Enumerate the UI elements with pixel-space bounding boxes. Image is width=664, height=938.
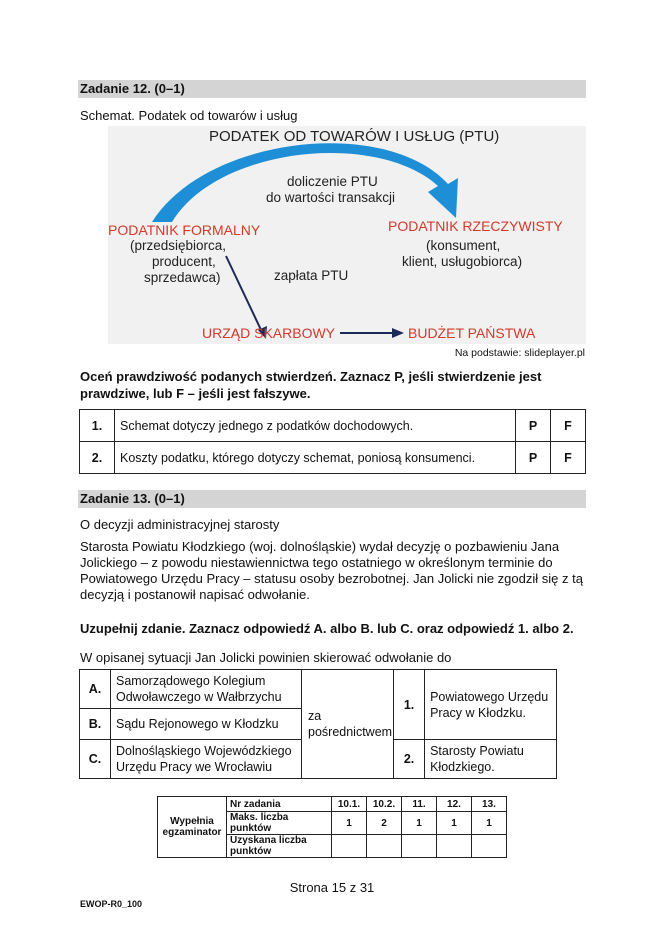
row-header: Nr zadania <box>227 797 332 812</box>
task-12-header: Zadanie 12. (0–1) <box>78 80 586 98</box>
document-code: EWOP-R0_100 <box>80 899 143 909</box>
option-label[interactable]: A. <box>80 670 111 709</box>
task-number: 10.2. <box>367 797 402 812</box>
obtained-points[interactable] <box>367 835 402 858</box>
payment-arrow <box>226 256 262 332</box>
option-line: Odwoławczego w Wałbrzychu <box>116 690 282 704</box>
task-13-intro: O decyzji administracyjnej starosty <box>80 517 280 532</box>
tax-office: URZĄD SKARBOWY <box>202 325 336 341</box>
option-line: Powiatowego Urzędu <box>430 689 549 704</box>
row-header: Uzyskana liczba punktów <box>227 835 332 858</box>
obtained-points[interactable] <box>402 835 437 858</box>
true-option[interactable]: P <box>516 410 551 442</box>
option-text[interactable] <box>425 740 557 779</box>
connector-line: za <box>308 709 322 723</box>
diagram-title: PODATEK OD TOWARÓW I USŁUG (PTU) <box>209 128 500 145</box>
option-line: Kłodzkiego. <box>430 760 495 774</box>
examiner-table <box>157 796 507 858</box>
task-number: 10.1. <box>332 797 367 812</box>
max-points: 1 <box>402 812 437 835</box>
max-points: 1 <box>332 812 367 835</box>
option-line: Starosty Powiatu <box>430 744 524 758</box>
task-13-para-line-3: Powiatowego Urzędu Pracy – statusu osoby bezrobotnej. Jan Jolicki nie zgodził się z tą <box>80 571 583 586</box>
state-budget: BUDŻET PAŃSTWA <box>408 325 536 341</box>
budget-arrowhead <box>392 328 404 338</box>
examiner-label-line: Wypełnia <box>170 816 214 827</box>
examiner-label <box>158 797 227 858</box>
row-header: Maks. liczba punktów <box>227 812 332 835</box>
task-number: 11. <box>402 797 437 812</box>
option-label[interactable]: B. <box>80 709 111 740</box>
option-text[interactable] <box>111 740 302 779</box>
formal-taxpayer-title: PODATNIK FORMALNY <box>108 222 261 238</box>
task-13-sentence: W opisanej sytuacji Jan Jolicki powinien skierować odwołanie do <box>80 650 452 665</box>
option-row-a <box>80 670 557 709</box>
option-text[interactable]: Sądu Rejonowego w Kłodzku <box>111 709 302 740</box>
option-line: Samorządowego Kolegium <box>116 674 266 688</box>
examiner-label-line: egzaminator <box>162 827 222 838</box>
task-number: 13. <box>472 797 507 812</box>
arc-label-2: do wartości transakcji <box>266 190 396 205</box>
source-note: Na podstawie: slideplayer.pl <box>454 347 585 359</box>
formal-line-2: producent, <box>152 254 216 269</box>
option-text[interactable] <box>111 670 302 709</box>
option-line: Dolnośląskiego Wojewódzkiego <box>116 744 292 758</box>
statement-row <box>80 442 586 474</box>
answer-table <box>79 669 557 779</box>
option-line: Urzędu Pracy we Wrocławiu <box>116 760 273 774</box>
true-option[interactable]: P <box>516 442 551 474</box>
option-label[interactable]: C. <box>80 740 111 779</box>
task-12-instruction: Oceń prawdziwość podanych stwierdzeń. Zaznacz P, jeśli stwierdzenie jest prawdziwe, lub F – jeśli jest fałszywe. <box>80 369 542 401</box>
obtained-points[interactable] <box>472 835 507 858</box>
ptu-diagram <box>108 126 586 344</box>
option-text[interactable] <box>425 670 557 740</box>
false-option[interactable]: F <box>551 410 586 442</box>
task-13-instruction: Uzupełnij zdanie. Zaznacz odpowiedź A. albo B. lub C. oraz odpowiedź 1. albo 2. <box>80 621 574 636</box>
option-label[interactable]: 2. <box>394 740 425 779</box>
statements-table <box>79 409 586 474</box>
middle-connector <box>302 670 394 779</box>
max-points: 1 <box>437 812 472 835</box>
real-line-1: (konsument, <box>426 238 501 253</box>
max-points: 2 <box>367 812 402 835</box>
statement-number: 2. <box>80 442 115 474</box>
option-label[interactable]: 1. <box>394 670 425 740</box>
obtained-points[interactable] <box>437 835 472 858</box>
obtained-points[interactable] <box>332 835 367 858</box>
task-number: 12. <box>437 797 472 812</box>
task-13-header: Zadanie 13. (0–1) <box>78 490 586 508</box>
connector-line: pośrednictwem <box>308 725 393 739</box>
statement-text: Schemat dotyczy jednego z podatków dochodowych. <box>115 410 516 442</box>
max-points: 1 <box>472 812 507 835</box>
real-taxpayer-title: PODATNIK RZECZYWISTY <box>388 218 563 234</box>
formal-line-1: (przedsiębiorca, <box>130 238 227 253</box>
task-13-para-line-2: Jolickiego – z powodu niestawiennictwa tego ostatniego w określonym terminie do <box>80 555 553 570</box>
statement-row <box>80 410 586 442</box>
payment-label: zapłata PTU <box>274 268 349 283</box>
statement-text: Koszty podatku, którego dotyczy schemat, poniosą konsumenci. <box>115 442 516 474</box>
real-line-2: klient, usługobiorca) <box>402 254 523 269</box>
page-number: Strona 15 z 31 <box>289 880 375 895</box>
task-13-para-line-1: Starosta Powiatu Kłodzkiego (woj. dolnośląskie) wydał decyzję o pozbawieniu Jana <box>80 539 560 554</box>
false-option[interactable]: F <box>551 442 586 474</box>
statement-number: 1. <box>80 410 115 442</box>
task-13-para-line-4: decyzją i postanowił napisać odwołanie. <box>80 587 310 602</box>
option-line: Pracy w Kłodzku. <box>430 705 526 720</box>
task-12-intro: Schemat. Podatek od towarów i usług <box>80 108 298 123</box>
formal-line-3: sprzedawca) <box>144 270 221 285</box>
arc-label-1: doliczenie PTU <box>287 174 378 189</box>
